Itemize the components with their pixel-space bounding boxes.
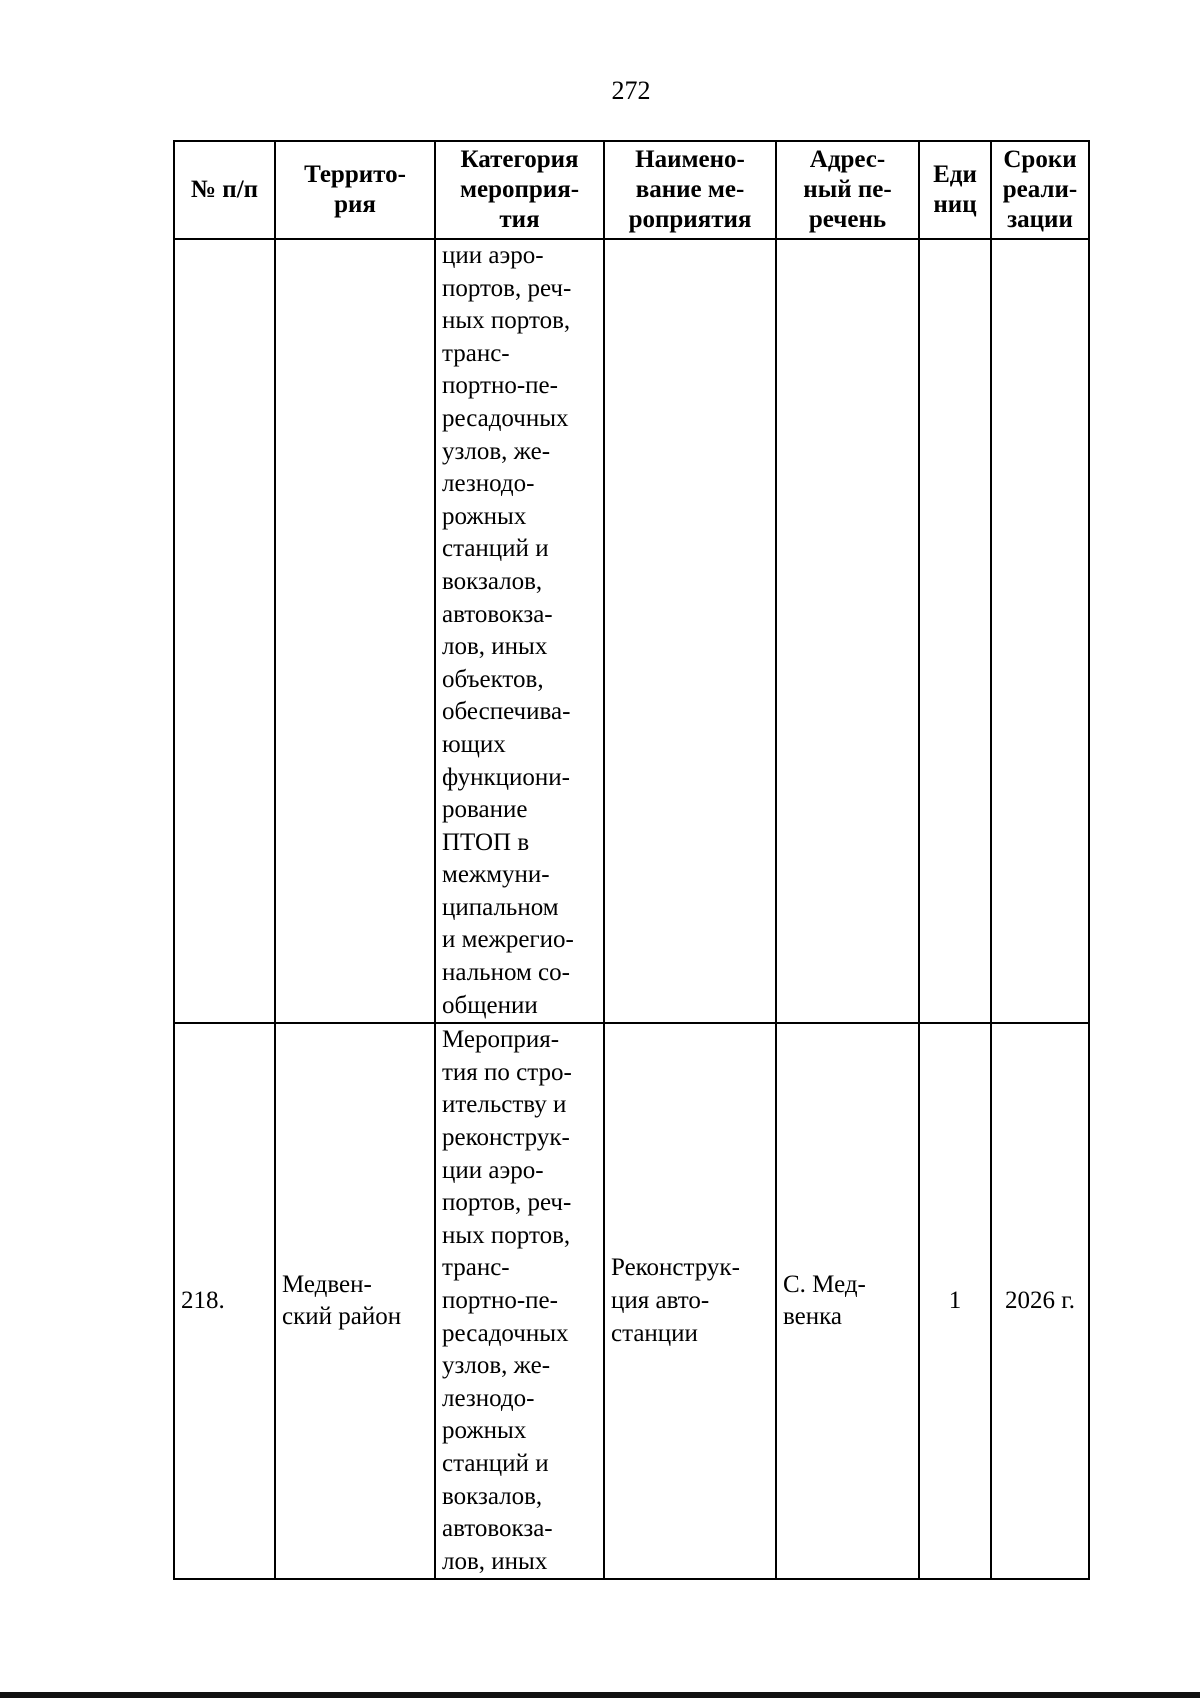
- category-line: рование: [442, 796, 528, 824]
- category-line: транс-: [442, 1254, 510, 1282]
- category-line: ции аэро-: [442, 1156, 544, 1184]
- category-line: вокзалов,: [442, 1482, 543, 1510]
- category-line: портов, реч-: [442, 1189, 572, 1217]
- category-line: лов, иных: [442, 633, 548, 661]
- category-line: рожных: [442, 1417, 527, 1445]
- category-line: узлов, же-: [442, 437, 551, 465]
- category-line: автовокза-: [442, 600, 553, 628]
- category-line: лов, иных: [442, 1547, 548, 1575]
- header-territory: Террито- рия: [275, 141, 435, 239]
- cell-term: 2026 г.: [991, 1023, 1089, 1579]
- table-header-row: [174, 141, 1089, 239]
- category-line: объектов,: [442, 665, 544, 693]
- header-name: Наимено- вание ме- роприятия: [604, 141, 776, 239]
- category-line: ных портов,: [442, 1221, 571, 1249]
- category-line: обеспечива-: [442, 698, 571, 726]
- page-number: 272: [611, 76, 651, 105]
- category-line: функциони-: [442, 763, 570, 791]
- header-address: Адрес- ный пе- речень: [776, 141, 919, 239]
- category-line: портно-пе-: [442, 1287, 558, 1314]
- measures-table: [173, 140, 1090, 1580]
- header-category: Категория мероприя- тия: [435, 141, 604, 239]
- cell-name: [604, 239, 776, 1023]
- header-units: Еди ниц: [919, 141, 991, 239]
- header-term: Сроки реали- зации: [991, 141, 1089, 239]
- category-line: межмуни-: [442, 861, 550, 889]
- category-line: лезнодо-: [442, 1384, 535, 1412]
- cell-term: [991, 239, 1089, 1023]
- category-lines: [442, 1024, 597, 1578]
- category-line: станций и: [442, 1449, 549, 1477]
- category-line: и межрегио-: [442, 926, 574, 954]
- category-line: ресадочных: [442, 404, 569, 432]
- cell-category: [435, 1023, 604, 1579]
- table-row: [174, 1023, 1089, 1579]
- category-line: ительству и: [442, 1091, 567, 1119]
- category-line: портов, реч-: [442, 274, 572, 302]
- category-line: рожных: [442, 502, 527, 530]
- category-line: реконструк-: [442, 1124, 570, 1152]
- category-line: ПТОП в: [442, 828, 530, 856]
- header-number: № п/п: [174, 141, 275, 239]
- category-line: автовокза-: [442, 1515, 553, 1543]
- category-line: транс-: [442, 339, 510, 367]
- category-line: станций и: [442, 535, 549, 563]
- cell-name: Реконструк- ция авто- станции: [604, 1023, 776, 1579]
- cell-number: 218.: [174, 1023, 275, 1579]
- category-line: ции аэро-: [442, 242, 544, 269]
- table-row: [174, 239, 1089, 1023]
- category-line: лезнодо-: [442, 470, 535, 498]
- category-line: ных портов,: [442, 307, 571, 335]
- category-line: вокзалов,: [442, 567, 543, 595]
- category-lines: [442, 240, 597, 1022]
- cell-address: [776, 239, 919, 1023]
- category-line: узлов, же-: [442, 1352, 551, 1380]
- cell-units: [919, 239, 991, 1023]
- category-line: ципальном: [442, 893, 559, 921]
- cell-territory: Медвен- ский район: [275, 1023, 435, 1579]
- category-line: портно-пе-: [442, 372, 558, 400]
- cell-address: С. Мед- венка: [776, 1023, 919, 1579]
- category-line: общении: [442, 991, 538, 1019]
- cell-number: [174, 239, 275, 1023]
- category-line: Мероприя-: [442, 1026, 560, 1054]
- category-line: нальном со-: [442, 959, 570, 987]
- category-line: ресадочных: [442, 1319, 569, 1347]
- cell-territory: [275, 239, 435, 1023]
- category-line: ющих: [442, 730, 506, 758]
- scan-edge-line: [0, 1692, 1200, 1698]
- category-line: тия по стро-: [442, 1058, 572, 1086]
- cell-units: 1: [919, 1023, 991, 1579]
- cell-category: [435, 239, 604, 1023]
